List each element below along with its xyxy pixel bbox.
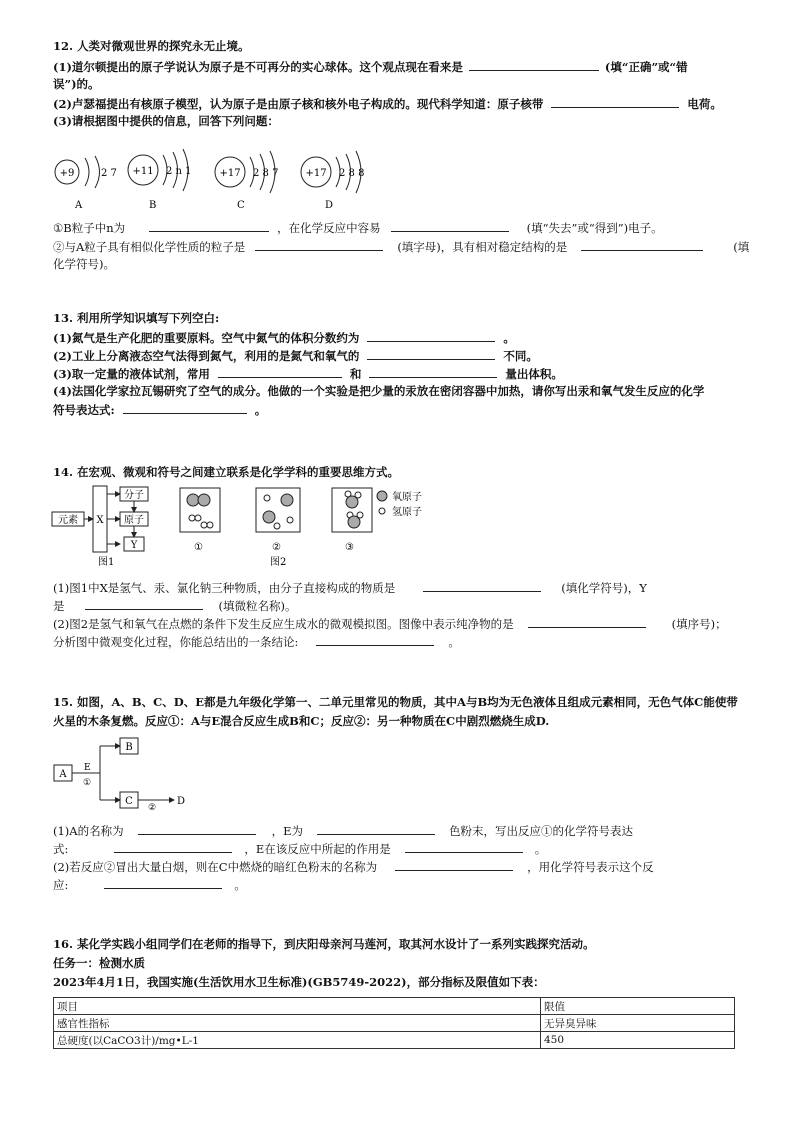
q13-blank-1[interactable] [367, 330, 495, 342]
flow-r2: ② [148, 803, 157, 813]
water-standard-table [53, 997, 735, 1049]
q14-blank-4[interactable] [316, 634, 434, 646]
q13-part3-line: (3)取一定量的液体试剂，常用 和 量出体积。 [53, 367, 563, 381]
q12-part1-line: (1)道尔顿提出的原子学说认为原子是不可再分的实心球体。这个观点现在看来是 (填“正确”或“错 [53, 60, 688, 74]
q14-blank-2[interactable] [85, 598, 203, 610]
q14-part2-line: (2)图2是氢气和氧气在点燃的条件下发生反应生成水的微观模拟图。图像中表示纯净物的是 (填序号)； [53, 617, 727, 631]
q12-part3-q1: ①B粒子中n为 ，在化学反应中容易 (填“失去”或“得到”)电子。 [53, 221, 663, 235]
atom-c [215, 151, 278, 211]
q16-title: 16. 某化学实践小组同学们在老师的指导下，到庆阳母亲河马莲河，取其河水设计了一系列实践探究活动。 [53, 937, 595, 951]
atom-b-nucleus: +11 [132, 166, 154, 177]
atom-c-shells: 2 8 7 [253, 168, 279, 179]
reaction-flow-diagram [50, 734, 200, 814]
q13-blank-5[interactable] [123, 402, 247, 414]
atom-structure-diagrams [40, 136, 380, 216]
atom-d [301, 151, 364, 211]
q15-part2-line: (2)若反应②冒出大量白烟，则在C中燃烧的暗红色粉末的名称为 ，用化学符号表示这个反 [53, 860, 654, 874]
flow-c: C [125, 796, 133, 807]
q12-blank-2[interactable] [551, 96, 679, 108]
q13-part4-cont: 符号表达式: 。 [53, 403, 267, 417]
atom-d-label: D [325, 200, 334, 211]
table-header-limit: 限值 [541, 998, 735, 1015]
fig2-label-2: ② [272, 542, 281, 553]
q12-blank-5[interactable] [255, 239, 383, 251]
fig1-molecule-label: 分子 [124, 490, 144, 501]
q13-blank-4[interactable] [369, 366, 497, 378]
q12-part3-line: (3)请根据图中提供的信息，回答下列问题： [53, 114, 279, 128]
table-cell: 无异臭异味 [541, 1015, 735, 1032]
q12-blank-6[interactable] [581, 239, 703, 251]
q14-part1-cont: 是 (填微粒名称)。 [53, 599, 297, 613]
q12-part2-line: (2)卢瑟福提出有核原子模型，认为原子是由原子核和核外电子构成的。现代科学知道：原子核带 电荷。 [53, 97, 722, 111]
q15-blank-3[interactable] [114, 841, 232, 853]
q13-part1-line: (1)氮气是生产化肥的重要原料。空气中氮气的体积分数约为 。 [53, 331, 515, 345]
fig2-box-1 [180, 488, 220, 553]
table-header-row [54, 998, 735, 1015]
q14-title: 14. 在宏观、微观和符号之间建立联系是化学学科的重要思维方式。 [53, 465, 400, 479]
q13-blank-3[interactable] [218, 366, 342, 378]
q12-title: 12. 人类对微观世界的探究永无止境。 [53, 39, 250, 53]
q15-blank-1[interactable] [138, 823, 256, 835]
oxygen-legend-icon [377, 491, 387, 501]
table-row [54, 1015, 735, 1032]
atom-a-shells: 2 7 [101, 168, 117, 179]
atom-b-shells: 2 n 1 [166, 166, 192, 177]
q12-part3-q2-cont: 化学符号)。 [53, 257, 115, 271]
q15-blank-4[interactable] [405, 841, 523, 853]
atom-a-nucleus: +9 [59, 168, 75, 179]
fig1-atom-label: 原子 [124, 515, 144, 526]
fig1-element-label: 元素 [58, 515, 78, 526]
q15-title-cont: 火星的木条复燃。反应①：A与E混合反应生成B和C；反应②：另一种物质在C中剧烈燃烧生成D. [53, 714, 550, 728]
q14-blank-3[interactable] [528, 616, 646, 628]
q15-blank-6[interactable] [104, 877, 222, 889]
q15-part1-cont: 式: ，E在该反应中所起的作用是 。 [53, 842, 547, 856]
fig2-caption: 图2 [270, 557, 287, 568]
q14-part2-cont: 分析图中微观变化过程，你能总结出的一条结论: 。 [53, 635, 460, 649]
q15-blank-2[interactable] [317, 823, 435, 835]
atom-d-nucleus: +17 [305, 168, 327, 179]
table-cell: 450 [541, 1032, 735, 1049]
atom-c-nucleus: +17 [219, 168, 241, 179]
flow-b: B [125, 742, 133, 753]
flow-r1: ① [83, 778, 92, 788]
q13-part4-line: (4)法国化学家拉瓦锡研究了空气的成分。他做的一个实验是把少量的汞放在密闭容器中加热，请你写出汞和氧气发生反应的化学 [53, 384, 705, 398]
q12-blank-3[interactable] [149, 220, 269, 232]
q16-task1: 任务一：检测水质 [53, 956, 145, 970]
flow-e: E [84, 763, 91, 773]
figure-1-diagram [50, 484, 170, 568]
q12-part1-cont: 误”)的。 [53, 77, 100, 91]
atom-d-shells: 2 8 8 [339, 168, 365, 179]
q13-title: 13. 利用所学知识填写下列空白: [53, 311, 220, 325]
q16-intro: 2023年4月1日，我国实施(生活饮用水卫生标准)(GB5749-2022)，部分指标及限值如下表： [53, 975, 545, 989]
q14-blank-1[interactable] [423, 580, 541, 592]
q15-part1-line: (1)A的名称为 ，E为 色粉末，写出反应①的化学符号表达 [53, 824, 634, 838]
q12-part3-q2: ②与A粒子具有相似化学性质的粒子是 (填字母)，具有相对稳定结构的是 (填 [53, 240, 750, 254]
legend-hydrogen: 氢原子 [392, 507, 422, 518]
fig2-label-1: ① [194, 542, 203, 553]
flow-d: D [177, 796, 186, 807]
atom-b-label: B [149, 200, 157, 211]
atom-c-label: C [237, 200, 245, 211]
fig2-label-3: ③ [345, 542, 354, 553]
fig2-box-3 [332, 488, 372, 553]
q13-part2-line: (2)工业上分离液态空气法得到氮气，利用的是氮气和氧气的 不同。 [53, 349, 538, 363]
fig2-box-2 [256, 488, 300, 553]
atom-b [128, 149, 192, 211]
table-row [54, 1032, 735, 1049]
hydrogen-legend-icon [379, 508, 385, 514]
table-cell: 总硬度(以CaCO3计)/mg•L-1 [54, 1032, 541, 1049]
q12-blank-1[interactable] [469, 59, 599, 71]
fig1-caption: 图1 [98, 557, 115, 568]
q15-blank-5[interactable] [395, 859, 513, 871]
figure-2-diagram [170, 484, 470, 568]
q15-title: 15. 如图，A、B、C、D、E都是九年级化学第一、二单元里常见的物质，其中A与B均为无色液体且组成元素相同，无色气体C能使带 [53, 695, 738, 709]
atom-a-label: A [75, 200, 83, 211]
q12-blank-4[interactable] [391, 220, 509, 232]
fig1-y-label: Y [130, 540, 138, 551]
q14-part1-line: (1)图1中X是氢气、汞、氯化钠三种物质，由分子直接构成的物质是 (填化学符号)，Y [53, 581, 647, 595]
legend-oxygen: 氧原子 [392, 492, 422, 503]
q15-part2-cont: 应: 。 [53, 878, 246, 892]
table-header-item: 项目 [54, 998, 541, 1015]
table-cell: 感官性指标 [54, 1015, 541, 1032]
atom-a [55, 156, 117, 211]
flow-a: A [59, 769, 67, 780]
fig1-x-label: X [96, 515, 104, 526]
q13-blank-2[interactable] [367, 348, 495, 360]
